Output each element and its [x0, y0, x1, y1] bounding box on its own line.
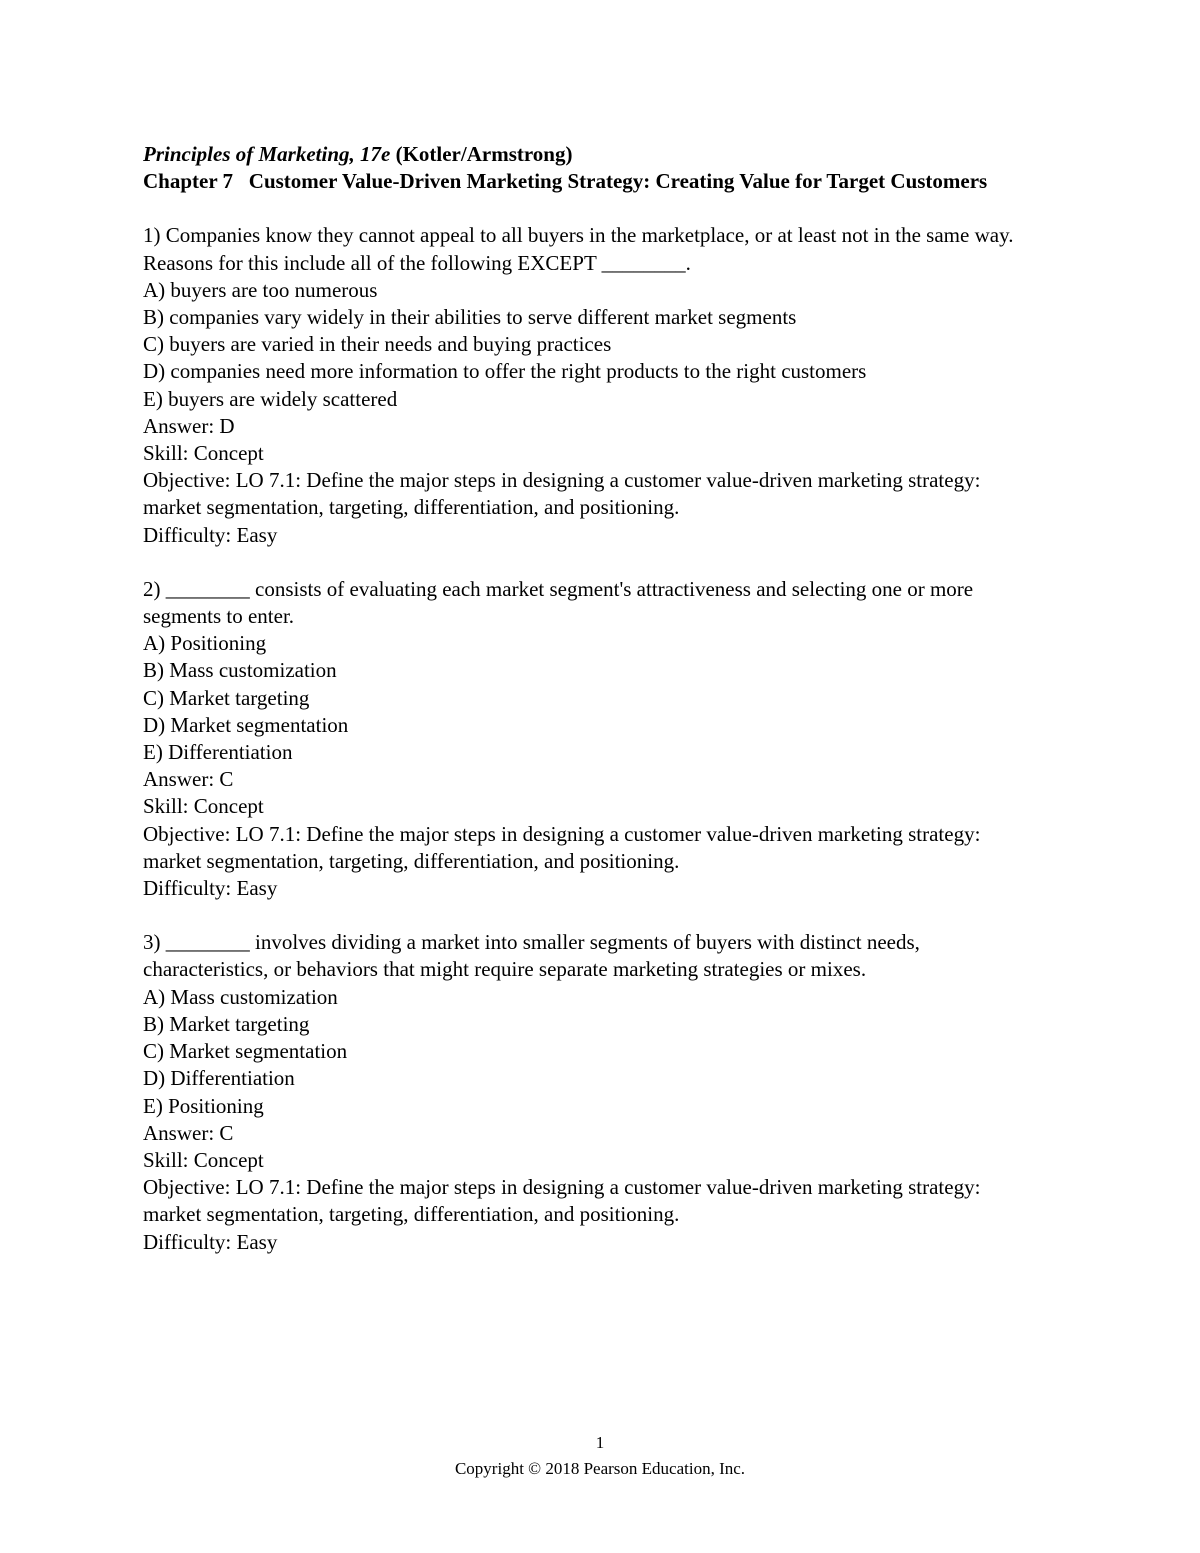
- option-b: B) Mass customization: [143, 658, 337, 683]
- copyright-notice: Copyright © 2018 Pearson Education, Inc.: [454, 1459, 746, 1478]
- book-authors: (Kotler/Armstrong): [395, 142, 573, 166]
- difficulty: Difficulty: Easy: [143, 522, 278, 547]
- option-a: A) Positioning: [143, 631, 267, 656]
- skill: Skill: Concept: [143, 794, 264, 819]
- option-e: E) Differentiation: [143, 740, 293, 765]
- option-e: E) buyers are widely scattered: [143, 386, 398, 411]
- chapter-title: Customer Value-Driven Marketing Strategy: Creating Value for Target Customers: [248, 169, 988, 194]
- question-2: [143, 576, 1043, 902]
- option-c: C) Market targeting: [143, 685, 310, 710]
- difficulty: Difficulty: Easy: [143, 876, 278, 901]
- difficulty: Difficulty: Easy: [143, 1229, 278, 1254]
- question-stem: 1) Companies know they cannot appeal to all buyers in the marketplace, or at least not in the same way. Reasons for this include all of the following EXCEPT ________.: [143, 223, 1014, 275]
- answer: Answer: D: [143, 413, 235, 438]
- option-b: B) Market targeting: [143, 1011, 310, 1036]
- skill: Skill: Concept: [143, 1147, 264, 1172]
- option-c: C) Market segmentation: [143, 1039, 348, 1064]
- book-header: [143, 141, 1043, 168]
- question-1: [143, 222, 1043, 548]
- option-d: D) companies need more information to offer the right products to the right customers: [143, 359, 867, 384]
- objective: Objective: LO 7.1: Define the major steps in designing a customer value-driven marketing strategy: market segmentation, targeting, differentiation, and positioning.: [143, 468, 981, 520]
- option-a: A) Mass customization: [143, 984, 338, 1009]
- page-number: 1: [595, 1433, 605, 1452]
- option-d: D) Differentiation: [143, 1066, 295, 1091]
- option-a: A) buyers are too numerous: [143, 277, 378, 302]
- option-c: C) buyers are varied in their needs and buying practices: [143, 332, 612, 357]
- skill: Skill: Concept: [143, 441, 264, 466]
- page-content: [143, 141, 1043, 1256]
- chapter-heading: [143, 168, 1043, 195]
- option-b: B) companies vary widely in their abilities to serve different market segments: [143, 305, 797, 330]
- answer: Answer: C: [143, 767, 234, 792]
- chapter-label: Chapter 7: [143, 169, 234, 194]
- question-3: [143, 929, 1043, 1255]
- answer: Answer: C: [143, 1120, 234, 1145]
- objective: Objective: LO 7.1: Define the major steps in designing a customer value-driven marketing strategy: market segmentation, targeting, differentiation, and positioning.: [143, 1175, 981, 1227]
- option-e: E) Positioning: [143, 1093, 264, 1118]
- book-title: Principles of Marketing, 17e: [143, 142, 391, 166]
- question-stem: 3) ________ involves dividing a market into smaller segments of buyers with distinct needs, characteristics, or behaviors that might require separate marketing strategies or mixes.: [143, 930, 920, 982]
- question-stem: 2) ________ consists of evaluating each market segment's attractiveness and selecting one or more segments to enter.: [143, 576, 974, 629]
- objective: Objective: LO 7.1: Define the major steps in designing a customer value-driven marketing strategy: market segmentation, targeting, differentiation, and positioning.: [143, 821, 981, 873]
- option-d: D) Market segmentation: [143, 712, 349, 737]
